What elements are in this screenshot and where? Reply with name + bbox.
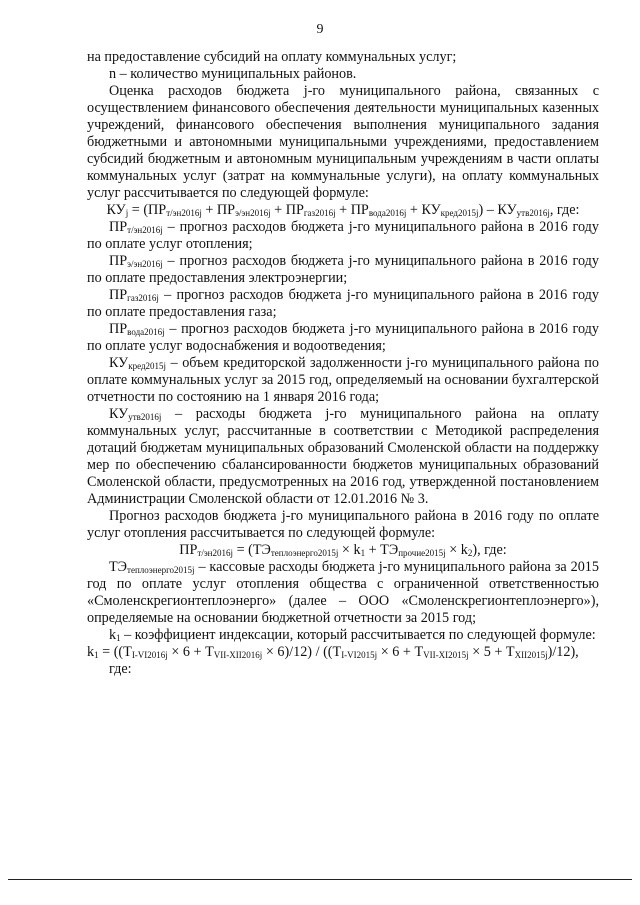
formula-heating: $ПР_{т/эн2016j} = (ТЭ_{теплоэнерго2015j} \times k_1 + ТЭ_{прочие2015j} \times k_2)$, где: <box>179 542 507 558</box>
definition-item: $k_1$ – коэффициент индексации, который рассчитывается по следующей формуле: <box>109 627 596 643</box>
where-label: где: <box>109 661 132 677</box>
definition-item: $КУ_{утв2016j}$ – расходы бюджета j-го муниципального района на оплату коммунальных услуг, рассчитанные в соответствии с Методикой распределения дотаций бюджетам муниципальных образований Смоленской области на поддержку мер по обеспечению сбалансированности бюджетов муниципальных образований Смоленской области, предусмотренных на 2016 год, утвержденной постановлением Администрации Смоленской области от 12.01.2016 № 3. <box>87 406 599 507</box>
page-number: 9 <box>316 22 324 37</box>
formula-ku: $КУ_j = (ПР_{т/эн2016j} + ПР_{э/эн2016j} + ПР_{газ2016j} + ПР_{вода2016j} + КУ_{кред2015j}) - КУ_{утв2016j}$, где: <box>106 202 580 218</box>
definition-item: $ПР_{т/эн2016j}$ – прогноз расходов бюджета j-го муниципального района в 2016 году по оплате услуг отопления; <box>87 219 599 252</box>
definition-item: $ТЭ_{теплоэнерго2015j}$ – кассовые расходы бюджета j-го муниципального района за 2015 год по оплате услуг отопления общества с ограниченной ответственностью «Смоленскрегионтеплоэнерго» (далее – ООО «Смоленскрегионтеплоэнерго»), определяемые на основании бюджетной отчетности за 2015 год; <box>87 559 599 626</box>
definition-item: $ПР_{вода2016j}$ – прогноз расходов бюджета j-го муниципального района в 2016 году по оплате услуг водоснабжения и водоотведения; <box>87 321 599 354</box>
definition-item: $ПР_{э/эн2016j}$ – прогноз расходов бюджета j-го муниципального района в 2016 году по оплате предоставления электроэнергии; <box>87 253 599 286</box>
paragraph-heating-forecast: Прогноз расходов бюджета j-го муниципального района в 2016 году по оплате услуг отопления рассчитывается по следующей формуле: <box>87 508 599 541</box>
paragraph-n-definition: n – количество муниципальных районов. <box>109 66 357 82</box>
definition-item: $ПР_{газ2016j}$ – прогноз расходов бюджета j-го муниципального района в 2016 году по оплате предоставления газа; <box>87 287 599 320</box>
definition-item: $КУ_{кред2015j}$ – объем кредиторской задолженности j-го муниципального района по оплате коммунальных услуг за 2015 год, определяемый на основании бухгалтерской отчетности по состоянию на 1 января 2016 года; <box>87 355 599 405</box>
paragraph-continuation: на предоставление субсидий на оплату коммунальных услуг; <box>87 49 457 65</box>
document-body <box>87 49 599 678</box>
bottom-rule <box>8 879 632 880</box>
formula-k1: $k_1 = ((Т_{I-VI2016j} \times 6 + Т_{VII-XII2016j} \times 6)/12) / ((Т_{I-VI2015j} \times 6 + Т_{VII-XI2015j} \times 5 + Т_{XII2015j})/12)$, <box>87 644 579 660</box>
paragraph-assessment: Оценка расходов бюджета j-го муниципального района, связанных с осуществлением финансового обеспечения деятельности муниципальных казенных учреждений, финансового обеспечения выполнения муниципального задания бюджетными и автономными муниципальными учреждениями, предоставлением субсидий бюджетным и автономным муниципальным учреждениям в части оплаты коммунальных услуг (затрат на коммунальные услуги), на оплату коммунальных услуг рассчитывается по следующей формуле: <box>87 83 599 201</box>
